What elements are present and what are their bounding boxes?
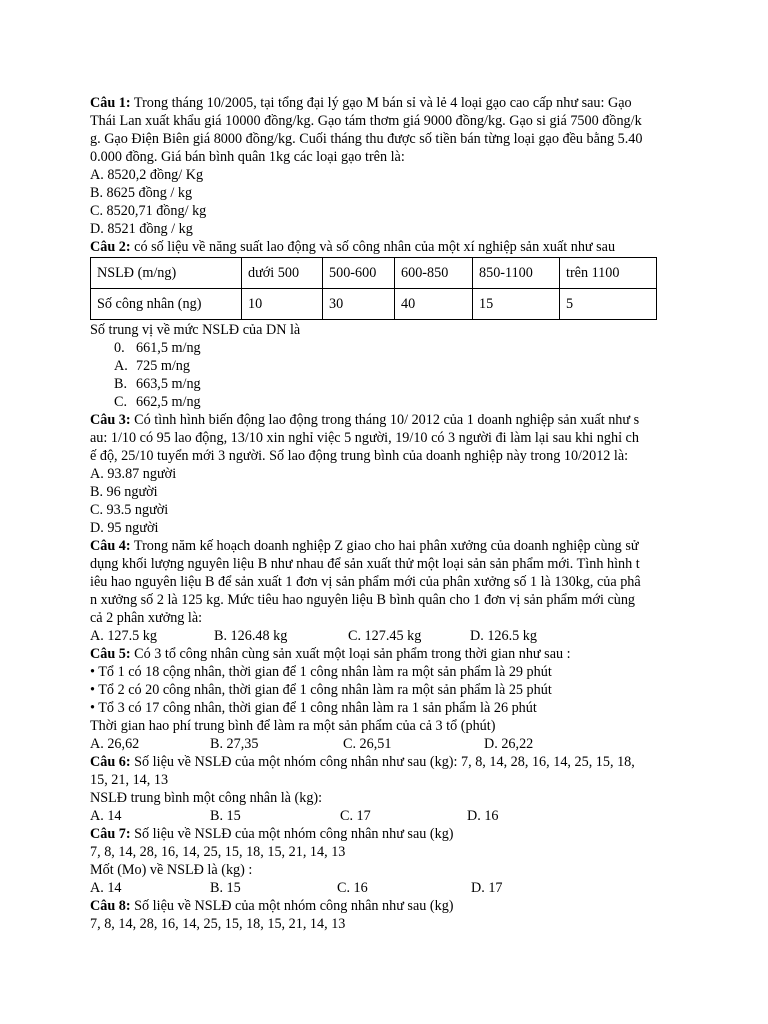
q4-option-d: D. 126.5 kg xyxy=(470,628,537,644)
q1-text: Trong tháng 10/2005, tại tổng đại lý gạo M bán sỉ và lẻ 4 loại gạo cao cấp như sau: Gạo xyxy=(130,95,632,111)
option-text: 662,5 m/ng xyxy=(136,394,201,410)
q3-option-c: C. 93.5 người xyxy=(90,502,169,518)
q7-option-b: B. 15 xyxy=(210,880,241,896)
table-cell: 600-850 xyxy=(395,258,473,289)
q5-option-d: D. 26,22 xyxy=(484,736,534,752)
q1-line-2: Thái Lan xuất khẩu giá 10000 đồng/kg. Gạo tám thơm giá 9000 đồng/kg. Gạo si giá 7500 đồng/k xyxy=(90,113,642,129)
q3-line-3: ế độ, 25/10 tuyển mới 3 người. Số lao động trung bình của doanh nghiệp này trong 10/2012 là: xyxy=(90,448,629,464)
q5-option-c: C. 26,51 xyxy=(343,736,392,752)
table-cell: 30 xyxy=(323,289,395,320)
option-mark: C. xyxy=(114,394,128,410)
q3-label: Câu 3: xyxy=(90,412,131,428)
table-cell: NSLĐ (m/ng) xyxy=(91,258,242,289)
q5-label: Câu 5: xyxy=(90,646,131,662)
q7-text: Số liệu về NSLĐ của một nhóm công nhân như sau (kg) xyxy=(130,826,454,842)
table-cell: 5 xyxy=(560,289,657,320)
table-cell: 850-1100 xyxy=(473,258,560,289)
q8-label: Câu 8: xyxy=(90,898,131,914)
q4-option-b: B. 126.48 kg xyxy=(214,628,288,644)
q1-option-d: D. 8521 đồng / kg xyxy=(90,221,193,237)
q1-line-4: 0.000 đồng. Giá bán bình quân 1kg các loại gạo trên là: xyxy=(90,149,405,165)
option-text: 725 m/ng xyxy=(136,358,190,374)
table-cell: trên 1100 xyxy=(560,258,657,289)
q7-line-1 xyxy=(90,825,680,843)
q5-line-4: • Tổ 3 có 17 công nhân, thời gian để 1 công nhân làm ra 1 sản phẩm là 26 phút xyxy=(90,700,537,716)
q8-line-1 xyxy=(90,897,680,915)
q4-option-c: C. 127.45 kg xyxy=(348,628,422,644)
q7-option-c: C. 16 xyxy=(337,880,368,896)
table-cell: dưới 500 xyxy=(242,258,323,289)
q7-line-3: Mốt (Mo) về NSLĐ là (kg) : xyxy=(90,862,253,878)
q5-line-3: • Tổ 2 có 20 công nhân, thời gian để 1 công nhân làm ra một sản phẩm là 25 phút xyxy=(90,682,552,698)
document-page xyxy=(90,94,680,933)
q3-line-1 xyxy=(90,411,680,429)
q2-option-b xyxy=(90,375,680,393)
q4-line-1 xyxy=(90,537,680,555)
q8-text: Số liệu về NSLĐ của một nhóm công nhân như sau (kg) xyxy=(130,898,454,914)
q4-option-a: A. 127.5 kg xyxy=(90,628,157,644)
table-row xyxy=(91,289,657,320)
q2-option-0 xyxy=(90,339,680,357)
q6-option-c: C. 17 xyxy=(340,808,371,824)
option-text: 661,5 m/ng xyxy=(136,340,201,356)
q1-option-c: C. 8520,71 đồng/ kg xyxy=(90,203,207,219)
q7-option-a: A. 14 xyxy=(90,880,122,896)
q1-line-1 xyxy=(90,94,680,112)
q6-line-1 xyxy=(90,753,680,771)
q5-line-1 xyxy=(90,645,680,663)
q5-text: Có 3 tổ công nhân cùng sản xuất một loại sản phẩm trong thời gian như sau : xyxy=(130,646,571,662)
q7-options xyxy=(90,879,680,897)
q7-line-2: 7, 8, 14, 28, 16, 14, 25, 15, 18, 15, 21, 14, 13 xyxy=(90,844,346,860)
q2-option-a xyxy=(90,357,680,375)
q2-text: có số liệu về năng suất lao động và số công nhân của một xí nghiệp sản xuất như sau xyxy=(130,239,616,255)
q2-after: Số trung vị về mức NSLĐ của DN là xyxy=(90,322,301,338)
q6-text: Số liệu về NSLĐ của một nhóm công nhân như sau (kg): 7, 8, 14, 28, 16, 14, 25, 15, 18, xyxy=(130,754,635,770)
q3-option-d: D. 95 người xyxy=(90,520,159,536)
q3-line-2: au: 1/10 có 95 lao động, 13/10 xin nghỉ việc 5 người, 19/10 có 3 người đi làm lại sau khi nghỉ ch xyxy=(90,430,639,446)
q5-line-2: • Tổ 1 có 18 cộng nhân, thời gian để 1 công nhân làm ra một sản phẩm là 29 phút xyxy=(90,664,552,680)
table-cell: Số công nhân (ng) xyxy=(91,289,242,320)
table-cell: 10 xyxy=(242,289,323,320)
q6-label: Câu 6: xyxy=(90,754,131,770)
q7-option-d: D. 17 xyxy=(471,880,503,896)
q3-text: Có tình hình biến động lao động trong tháng 10/ 2012 của 1 doanh nghiệp sản xuất như s xyxy=(130,412,640,428)
q5-options xyxy=(90,735,680,753)
q1-label: Câu 1: xyxy=(90,95,131,111)
q4-line-3: iêu hao nguyên liệu B để sản xuất 1 đơn vị sản phẩm mới của phân xưởng số 1 là 130kg, của phâ xyxy=(90,574,641,590)
table-cell: 40 xyxy=(395,289,473,320)
table-row xyxy=(91,258,657,289)
q3-option-a: A. 93.87 người xyxy=(90,466,177,482)
q2-line-1 xyxy=(90,238,680,256)
q1-option-a: A. 8520,2 đồng/ Kg xyxy=(90,167,204,183)
nsld-table xyxy=(90,257,657,320)
option-text: 663,5 m/ng xyxy=(136,376,201,392)
table-cell: 500-600 xyxy=(323,258,395,289)
q6-line-2: 15, 21, 14, 13 xyxy=(90,772,169,788)
option-mark: A. xyxy=(114,358,128,374)
q4-options xyxy=(90,627,680,645)
q8-line-2: 7, 8, 14, 28, 16, 14, 25, 15, 18, 15, 21, 14, 13 xyxy=(90,916,346,932)
q5-option-a: A. 26,62 xyxy=(90,736,140,752)
q6-option-a: A. 14 xyxy=(90,808,122,824)
q1-option-b: B. 8625 đồng / kg xyxy=(90,185,193,201)
q5-line-5: Thời gian hao phí trung bình để làm ra một sản phẩm của cả 3 tổ (phút) xyxy=(90,718,496,734)
q6-option-d: D. 16 xyxy=(467,808,499,824)
q2-option-c xyxy=(90,393,680,411)
option-mark: B. xyxy=(114,376,128,392)
q3-option-b: B. 96 người xyxy=(90,484,158,500)
q4-label: Câu 4: xyxy=(90,538,131,554)
q6-options xyxy=(90,807,680,825)
q6-line-3: NSLĐ trung bình một công nhân là (kg): xyxy=(90,790,323,806)
table-cell: 15 xyxy=(473,289,560,320)
q4-line-5: cả 2 phân xưởng là: xyxy=(90,610,203,626)
q5-option-b: B. 27,35 xyxy=(210,736,259,752)
q2-label: Câu 2: xyxy=(90,239,131,255)
option-mark: 0. xyxy=(114,340,125,356)
q7-label: Câu 7: xyxy=(90,826,131,842)
q6-option-b: B. 15 xyxy=(210,808,241,824)
q4-text: Trong năm kế hoạch doanh nghiệp Z giao cho hai phân xưởng của doanh nghiệp cùng sử xyxy=(130,538,639,554)
q4-line-2: dụng khối lượng nguyên liệu B như nhau để sản xuất thử một loại sản sản phẩm mới. Tình hình t xyxy=(90,556,640,572)
q1-line-3: g. Gạo Điện Biên giá 8000 đồng/kg. Cuối tháng thu được số tiền bán từng loại gạo đều bằng 5.40 xyxy=(90,131,643,147)
q4-line-4: n xưởng số 2 là 125 kg. Mức tiêu hao nguyên liệu B bình quân cho 1 đơn vị sản phẩm mới cùng xyxy=(90,592,636,608)
